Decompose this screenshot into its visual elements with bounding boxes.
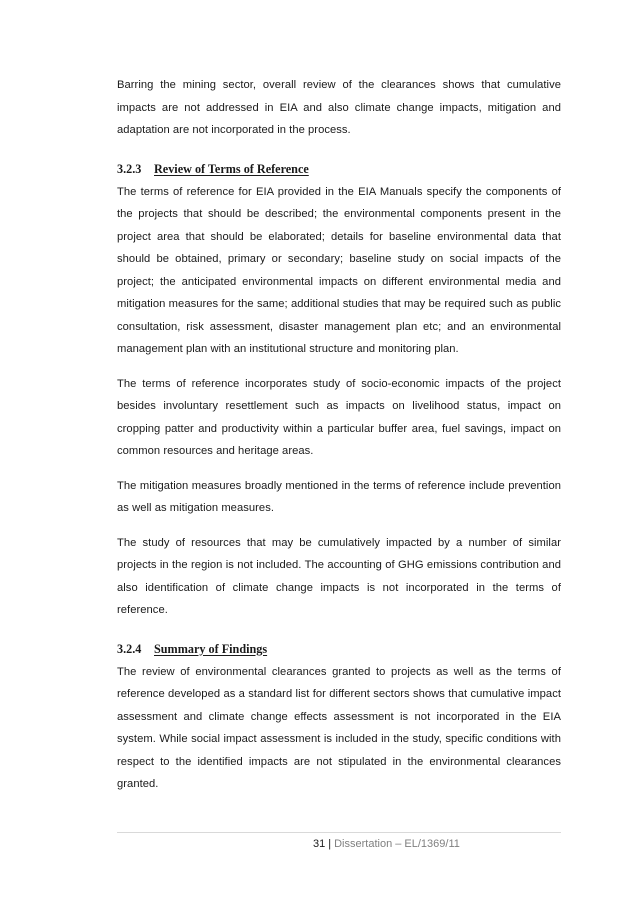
- paragraph-socio-economic: The terms of reference incorporates study of socio-economic impacts of the project besides involuntary resettlement such as impacts on livelihood status, impact on cropping patter and productivity within a particular buffer area, fuel savings, impact on common resources and heritage areas.: [117, 377, 561, 457]
- paragraph-cumulative-resources: The study of resources that may be cumulatively impacted by a number of similar projects in the region is not included. The accounting of GHG emissions contribution and also identification of climate change impacts is not incorporated in the terms of reference.: [117, 536, 561, 616]
- page-body: [117, 70, 561, 796]
- section-heading-3-2-4: [117, 638, 561, 660]
- paragraph-summary-of-findings: The review of environmental clearances granted to projects as well as the terms of reference developed as a standard list for different sectors shows that cumulative impact assessment and climate change effects assessment is not incorporated in the EIA system. While social impact assessment is included in the study, specific conditions with respect to the identified impacts are not stipulated in the environmental clearances granted.: [117, 665, 561, 790]
- footer-text: [313, 837, 460, 851]
- paragraph-terms-of-reference: The terms of reference for EIA provided in the EIA Manuals specify the components of the projects that should be described; the environmental components present in the project area that should be elaborated; details for baseline environmental data that should be obtained, primary or secondary; baseline study on social impacts of the project; the anticipated environmental impacts on different environmental media and mitigation measures for the same; additional studies that may be required such as public consultation, risk assessment, disaster management plan etc; and an environmental management plan with an institutional structure and monitoring plan.: [117, 185, 561, 355]
- document-id: Dissertation – EL/1369/11: [334, 838, 460, 850]
- section-number: 3.2.3: [117, 161, 142, 176]
- page-number: 31: [313, 838, 326, 850]
- paragraph-mitigation-measures: The mitigation measures broadly mentioned in the terms of reference include prevention as well as mitigation measures.: [117, 479, 561, 514]
- section-title: Review of Terms of Reference: [154, 161, 309, 176]
- footer-separator: |: [328, 838, 332, 850]
- section-title: Summary of Findings: [154, 641, 268, 656]
- section-number: 3.2.4: [117, 641, 142, 656]
- page-footer: [117, 832, 561, 850]
- section-heading-3-2-3: [117, 158, 561, 180]
- paragraph-cumulative-impacts: Barring the mining sector, overall review of the clearances shows that cumulative impacts are not addressed in EIA and also climate change impacts, mitigation and adaptation are not incorporated in the process.: [117, 79, 561, 136]
